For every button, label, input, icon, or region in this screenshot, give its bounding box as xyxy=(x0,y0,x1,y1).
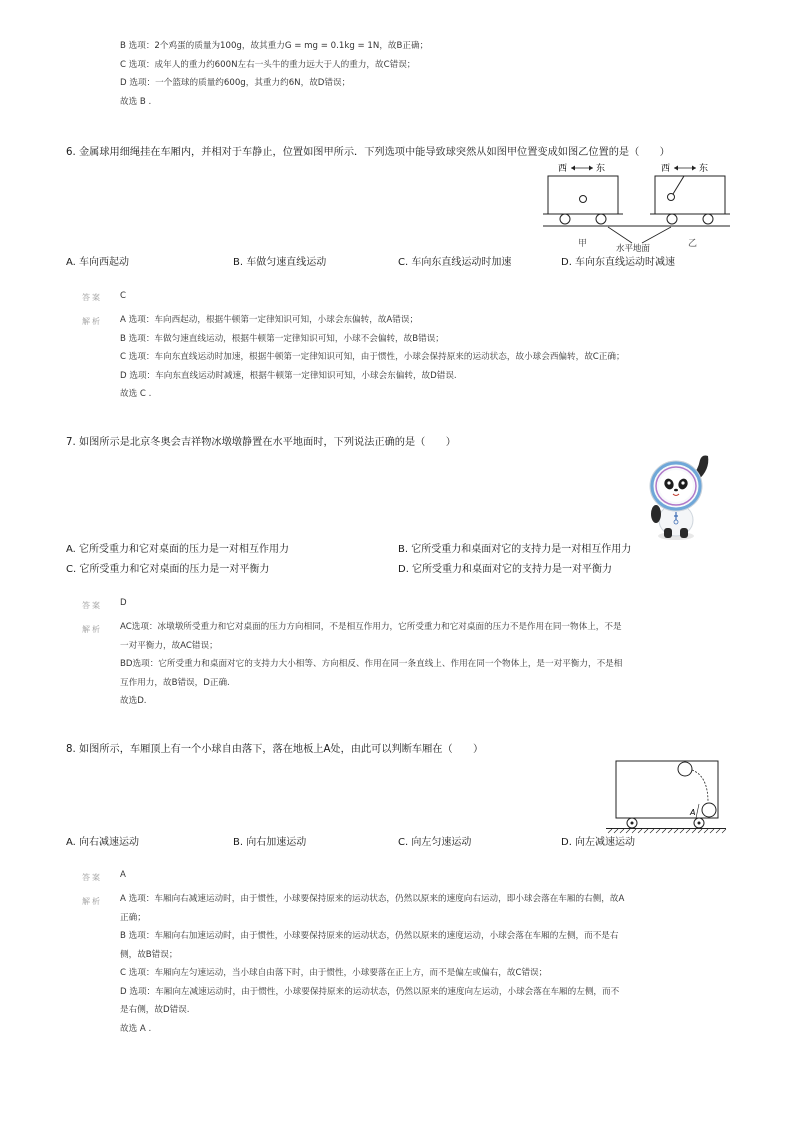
analysis-line: C 选项：成年人的重力约600N左右一头牛的重力远大于人的重力，故C错误； xyxy=(120,59,416,70)
q6-stem: 6. 金属球用细绳挂在车厢内，并相对于车静止，位置如图甲所示．下列选项中能导致球突然从如图甲位置变成如图乙位置的是（ ） xyxy=(66,147,670,158)
q7-analysis xyxy=(120,618,622,711)
q8-answer: A xyxy=(120,870,126,880)
point-a-marker xyxy=(696,804,699,818)
analysis-line: 互作用力，故B错误，D正确. xyxy=(120,677,230,688)
q8-option-b: B. 向右加速运动 xyxy=(233,837,307,848)
analysis-line: 故选 C . xyxy=(120,389,152,399)
q6-answer-label: 答案 xyxy=(82,293,102,302)
q8-answer-label: 答案 xyxy=(82,873,102,882)
q6-option-d: D. 车向东直线运动时减速 xyxy=(561,257,676,268)
bing-dwen-dwen-image xyxy=(640,450,716,542)
q8-figure xyxy=(604,758,728,834)
q5-analysis-tail xyxy=(120,37,428,111)
analysis-line: BD选项：它所受重力和桌面对它的支持力大小相等、方向相反、作用在同一条直线上、作用在同一个物体上，是一对平衡力，不是相 xyxy=(120,659,623,669)
analysis-line: B 选项：车厢向右加速运动时，由于惯性，小球要保持原来的运动状态，仍然以原来的速度运动，小球会落在车厢的左侧，而不是右 xyxy=(120,931,619,941)
analysis-line: 故选 A . xyxy=(120,1023,152,1034)
q6-analysis xyxy=(120,311,625,404)
q7-stem: 7. 如图所示是北京冬奥会吉祥物冰墩墩静置在水平地面时，下列说法正确的是（ ） xyxy=(66,437,456,448)
dir-west-label: 西 xyxy=(661,164,671,174)
q8-option-c: C. 向左匀速运动 xyxy=(398,837,472,848)
ball-bottom xyxy=(702,803,716,817)
fall-path xyxy=(692,770,708,802)
dir-east-label: 东 xyxy=(596,164,606,174)
analysis-line: A 选项：车厢向右减速运动时，由于惯性，小球要保持原来的运动状态，仍然以原来的速度向右运动，即小球会落在车厢的右侧，故A xyxy=(120,894,625,904)
q7-option-c: C. 它所受重力和它对桌面的压力是一对平衡力 xyxy=(66,564,270,575)
q8-analysis xyxy=(120,890,624,1038)
analysis-line: 故选 B . xyxy=(120,96,152,107)
q8-option-a: A. 向右减速运动 xyxy=(66,837,140,848)
cart-yi xyxy=(650,176,730,224)
label-jia: 甲 xyxy=(578,239,588,249)
q7-option-a: A. 它所受重力和它对桌面的压力是一对相互作用力 xyxy=(66,544,290,555)
q6-analysis-label: 解析 xyxy=(82,317,102,326)
label-yi: 乙 xyxy=(688,239,698,249)
cart-jia xyxy=(543,176,623,224)
q8-option-d: D. 向左减速运动 xyxy=(561,837,636,848)
point-a-label: A xyxy=(690,808,696,817)
q8-stem: 8. 如图所示，车厢顶上有一个小球自由落下，落在地板上A处，由此可以判断车厢在（ ） xyxy=(66,744,484,755)
analysis-line: A 选项：车向西起动，根据牛顿第一定律知识可知，小球会东偏转，故A错误； xyxy=(120,315,419,325)
q6-option-c: C. 车向东直线运动时加速 xyxy=(398,257,512,268)
q7-option-d: D. 它所受重力和桌面对它的支持力是一对平衡力 xyxy=(398,564,613,575)
q7-answer-label: 答案 xyxy=(82,601,102,610)
q6-option-a: A. 车向西起动 xyxy=(66,257,130,268)
q6-answer: C xyxy=(120,291,127,301)
analysis-line: C 选项：车厢向左匀速运动，当小球自由落下时，由于惯性，小球要落在正上方，而不是偏左或偏右，故C错误； xyxy=(120,968,548,978)
analysis-line: 正确； xyxy=(120,912,146,923)
analysis-line: 故选D. xyxy=(120,696,147,706)
analysis-line: C 选项：车向东直线运动时加速，根据牛顿第一定律知识可知，由于惯性，小球会保持原来的运动状态，故小球会西偏转，故C正确； xyxy=(120,352,625,362)
q7-answer: D xyxy=(120,598,127,608)
dir-east-label: 东 xyxy=(699,164,709,174)
analysis-line: AC选项：冰墩墩所受重力和它对桌面的压力方向相同，不是相互作用力，它所受重力和它对桌面的压力不是作用在同一物体上，不是 xyxy=(120,622,622,632)
analysis-line: 一对平衡力，故AC错误； xyxy=(120,640,218,651)
q6-figure xyxy=(538,158,734,256)
analysis-line: 侧，故B错误； xyxy=(120,949,178,960)
analysis-line: B 选项：2个鸡蛋的质量为100g，故其重力G = mg = 0.1kg = 1N，故B正确； xyxy=(120,41,429,51)
q7-option-b: B. 它所受重力和桌面对它的支持力是一对相互作用力 xyxy=(398,544,632,555)
analysis-line: D 选项：车厢向左减速运动时，由于惯性，小球要保持原来的运动状态，仍然以原来的速度向左运动，小球会落在车厢的左侧，而不 xyxy=(120,986,620,997)
ground-hatching xyxy=(608,829,726,833)
analysis-line: D 选项：一个篮球的质量约600g，其重力约6N，故D错误； xyxy=(120,78,351,88)
dir-west-label: 西 xyxy=(558,164,568,174)
analysis-line: D 选项：车向东直线运动时减速，根据牛顿第一定律知识可知，小球会东偏转，故D错误. xyxy=(120,370,457,381)
ground-label: 水平地面 xyxy=(616,244,651,254)
analysis-line: 是右侧，故D错误. xyxy=(120,1005,190,1015)
analysis-line: B 选项：车做匀速直线运动，根据牛顿第一定律知识可知，小球不会偏转，故B错误； xyxy=(120,333,444,344)
q7-analysis-label: 解析 xyxy=(82,625,102,634)
ground-pointer xyxy=(608,227,632,243)
q6-option-b: B. 车做匀速直线运动 xyxy=(233,257,327,268)
carriage xyxy=(616,761,718,818)
ground-pointer xyxy=(642,227,671,243)
ball-top xyxy=(678,762,692,776)
q8-analysis-label: 解析 xyxy=(82,897,102,906)
